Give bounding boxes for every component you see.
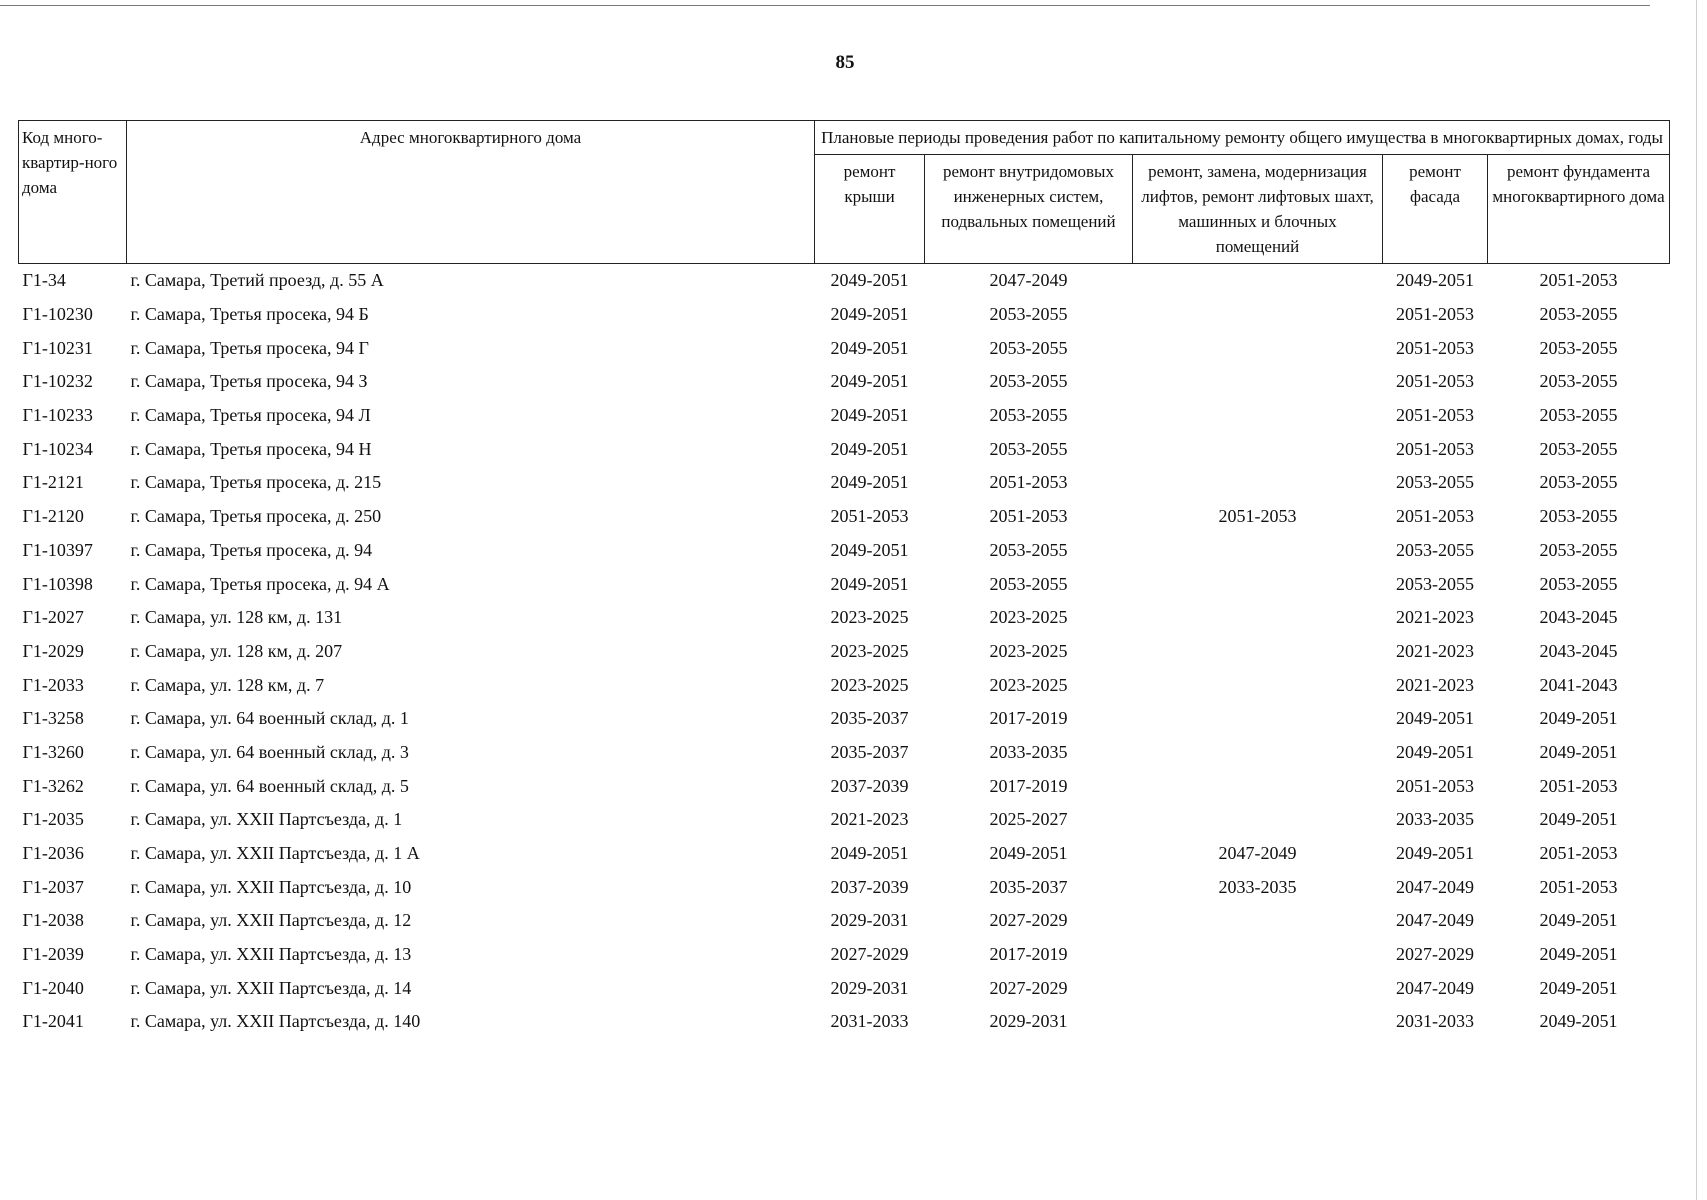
cell-code: Г1-2035 <box>22 809 84 830</box>
cell-foundation: 2053-2055 <box>1539 405 1618 426</box>
cell-lifts <box>1133 904 1383 938</box>
cell-address: г. Самара, ул. XXII Партсъезда, д. 1 <box>130 809 403 830</box>
cell-facade: 2053-2055 <box>1396 573 1474 594</box>
cell-roof: 2027-2029 <box>830 944 909 965</box>
cell-facade: 2047-2049 <box>1396 876 1474 897</box>
cell-address: г. Самара, ул. 128 км, д. 131 <box>130 607 343 628</box>
cell-code: Г1-10398 <box>22 573 93 594</box>
cell-roof: 2037-2039 <box>830 876 909 897</box>
cell-facade: 2033-2035 <box>1396 809 1474 830</box>
cell-roof: 2031-2033 <box>830 1011 909 1032</box>
cell-facade: 2021-2023 <box>1396 607 1474 628</box>
cell-code: Г1-2039 <box>22 944 84 965</box>
cell-code: Г1-2036 <box>22 843 84 864</box>
cell-systems: 2033-2035 <box>989 741 1068 762</box>
cell-code: Г1-2027 <box>22 607 84 628</box>
cell-address: г. Самара, Третья просека, 94 Л <box>130 405 371 426</box>
cell-foundation: 2053-2055 <box>1539 539 1618 560</box>
cell-facade: 2027-2029 <box>1396 944 1474 965</box>
table-row <box>19 702 1670 736</box>
table-row <box>19 264 1670 298</box>
cell-foundation: 2043-2045 <box>1539 607 1618 628</box>
cell-address: г. Самара, ул. XXII Партсъезда, д. 140 <box>130 1011 421 1032</box>
cell-lifts <box>1133 567 1383 601</box>
cell-facade: 2049-2051 <box>1396 708 1474 729</box>
cell-facade: 2049-2051 <box>1396 270 1474 291</box>
cell-address: г. Самара, ул. XXII Партсъезда, д. 10 <box>130 876 412 897</box>
cell-lifts <box>1133 736 1383 770</box>
table-row <box>19 365 1670 399</box>
cell-systems: 2027-2029 <box>989 977 1068 998</box>
table-row <box>19 803 1670 837</box>
table-row <box>19 601 1670 635</box>
cell-facade: 2051-2053 <box>1396 337 1474 358</box>
cell-code: Г1-10233 <box>22 405 93 426</box>
cell-facade: 2021-2023 <box>1396 674 1474 695</box>
cell-code: Г1-2041 <box>22 1011 84 1032</box>
cell-systems: 2035-2037 <box>989 876 1068 897</box>
cell-lifts <box>1133 971 1383 1005</box>
cell-foundation: 2053-2055 <box>1539 371 1618 392</box>
cell-roof: 2023-2025 <box>830 640 909 661</box>
cell-facade: 2049-2051 <box>1396 741 1474 762</box>
table-row <box>19 1005 1670 1039</box>
table-body <box>19 264 1670 1039</box>
cell-address: г. Самара, Третья просека, д. 250 <box>130 506 382 527</box>
cell-foundation: 2053-2055 <box>1539 573 1618 594</box>
cell-systems: 2017-2019 <box>989 775 1068 796</box>
cell-code: Г1-2040 <box>22 977 84 998</box>
header-foundation: ремонт фундамента многоквартирного дома <box>1488 155 1670 264</box>
table-row <box>19 938 1670 972</box>
scan-edge-line <box>1696 0 1697 1200</box>
cell-lifts <box>1133 769 1383 803</box>
cell-facade: 2051-2053 <box>1396 405 1474 426</box>
header-address: Адрес многоквартирного дома <box>127 121 815 264</box>
cell-systems: 2053-2055 <box>989 304 1068 325</box>
cell-foundation: 2041-2043 <box>1539 674 1618 695</box>
cell-address: г. Самара, ул. XXII Партсъезда, д. 12 <box>130 910 412 931</box>
cell-facade: 2021-2023 <box>1396 640 1474 661</box>
cell-lifts <box>1133 399 1383 433</box>
cell-address: г. Самара, ул. 128 км, д. 207 <box>130 640 343 661</box>
cell-foundation: 2051-2053 <box>1539 876 1618 897</box>
cell-foundation: 2043-2045 <box>1539 640 1618 661</box>
cell-address: г. Самара, Третья просека, д. 94 А <box>130 573 390 594</box>
cell-facade: 2051-2053 <box>1396 371 1474 392</box>
table-row <box>19 500 1670 534</box>
cell-systems: 2053-2055 <box>989 438 1068 459</box>
cell-code: Г1-2029 <box>22 640 84 661</box>
cell-roof: 2023-2025 <box>830 674 909 695</box>
cell-lifts <box>1133 432 1383 466</box>
header-facade: ремонт фасада <box>1383 155 1488 264</box>
cell-facade: 2049-2051 <box>1396 843 1474 864</box>
cell-lifts <box>1133 803 1383 837</box>
cell-code: Г1-2121 <box>22 472 84 493</box>
cell-systems: 2053-2055 <box>989 539 1068 560</box>
cell-systems: 2051-2053 <box>989 472 1068 493</box>
cell-foundation: 2051-2053 <box>1539 843 1618 864</box>
capital-repair-table <box>18 120 1670 1039</box>
cell-foundation: 2053-2055 <box>1539 438 1618 459</box>
cell-foundation: 2053-2055 <box>1539 304 1618 325</box>
cell-foundation: 2049-2051 <box>1539 977 1618 998</box>
cell-roof: 2029-2031 <box>830 910 909 931</box>
cell-address: г. Самара, ул. 64 военный склад, д. 5 <box>130 775 409 796</box>
table-row <box>19 736 1670 770</box>
cell-lifts <box>1133 601 1383 635</box>
cell-foundation: 2053-2055 <box>1539 337 1618 358</box>
table-row <box>19 432 1670 466</box>
cell-address: г. Самара, Третий проезд, д. 55 А <box>130 270 384 291</box>
table-row <box>19 769 1670 803</box>
cell-code: Г1-10231 <box>22 337 93 358</box>
cell-facade: 2051-2053 <box>1396 438 1474 459</box>
cell-code: Г1-3262 <box>22 775 84 796</box>
cell-facade: 2053-2055 <box>1396 539 1474 560</box>
cell-systems: 2053-2055 <box>989 573 1068 594</box>
cell-lifts <box>1133 534 1383 568</box>
cell-roof: 2049-2051 <box>830 304 909 325</box>
cell-code: Г1-34 <box>22 270 66 291</box>
table-row <box>19 904 1670 938</box>
cell-address: г. Самара, Третья просека, д. 94 <box>130 539 373 560</box>
cell-systems: 2017-2019 <box>989 944 1068 965</box>
cell-address: г. Самара, ул. 64 военный склад, д. 1 <box>130 708 409 729</box>
header-code: Код много-квартир-ного дома <box>19 121 127 264</box>
cell-facade: 2053-2055 <box>1396 472 1474 493</box>
cell-lifts <box>1133 635 1383 669</box>
cell-code: Г1-10230 <box>22 304 93 325</box>
cell-systems: 2017-2019 <box>989 708 1068 729</box>
page-number: 85 <box>835 52 855 73</box>
table-row <box>19 298 1670 332</box>
cell-foundation: 2049-2051 <box>1539 944 1618 965</box>
top-border-line <box>0 5 1650 6</box>
cell-systems: 2051-2053 <box>989 506 1068 527</box>
cell-roof: 2049-2051 <box>830 472 909 493</box>
cell-lifts <box>1133 365 1383 399</box>
cell-facade: 2051-2053 <box>1396 775 1474 796</box>
cell-facade: 2051-2053 <box>1396 304 1474 325</box>
header-row-top <box>19 121 1670 155</box>
cell-foundation: 2049-2051 <box>1539 741 1618 762</box>
cell-roof: 2035-2037 <box>830 708 909 729</box>
header-roof: ремонт крыши <box>815 155 925 264</box>
cell-systems: 2025-2027 <box>989 809 1068 830</box>
cell-systems: 2029-2031 <box>989 1011 1068 1032</box>
cell-systems: 2023-2025 <box>989 607 1068 628</box>
cell-address: г. Самара, Третья просека, д. 215 <box>130 472 382 493</box>
cell-roof: 2049-2051 <box>830 573 909 594</box>
cell-code: Г1-10234 <box>22 438 93 459</box>
cell-lifts <box>1133 331 1383 365</box>
cell-foundation: 2049-2051 <box>1539 809 1618 830</box>
cell-lifts <box>1133 702 1383 736</box>
cell-roof: 2049-2051 <box>830 539 909 560</box>
cell-systems: 2023-2025 <box>989 640 1068 661</box>
cell-foundation: 2049-2051 <box>1539 1011 1618 1032</box>
cell-roof: 2029-2031 <box>830 977 909 998</box>
cell-code: Г1-2037 <box>22 876 84 897</box>
cell-lifts <box>1133 264 1383 298</box>
cell-foundation: 2051-2053 <box>1539 270 1618 291</box>
cell-roof: 2037-2039 <box>830 775 909 796</box>
cell-roof: 2049-2051 <box>830 270 909 291</box>
cell-code: Г1-2120 <box>22 506 84 527</box>
header-periods: Плановые периоды проведения работ по капитальному ремонту общего имущества в многоквартирных домах, годы <box>815 121 1670 155</box>
cell-lifts: 2051-2053 <box>1218 506 1297 527</box>
cell-code: Г1-10232 <box>22 371 93 392</box>
cell-address: г. Самара, ул. 128 км, д. 7 <box>130 674 325 695</box>
cell-roof: 2021-2023 <box>830 809 909 830</box>
table-row <box>19 635 1670 669</box>
cell-facade: 2031-2033 <box>1396 1011 1474 1032</box>
cell-systems: 2027-2029 <box>989 910 1068 931</box>
cell-roof: 2049-2051 <box>830 438 909 459</box>
cell-lifts: 2047-2049 <box>1218 843 1297 864</box>
cell-lifts <box>1133 668 1383 702</box>
table-row <box>19 837 1670 871</box>
cell-roof: 2049-2051 <box>830 371 909 392</box>
cell-lifts <box>1133 466 1383 500</box>
cell-foundation: 2053-2055 <box>1539 506 1618 527</box>
cell-address: г. Самара, Третья просека, 94 Г <box>130 337 369 358</box>
table-row <box>19 399 1670 433</box>
table-row <box>19 971 1670 1005</box>
cell-systems: 2023-2025 <box>989 674 1068 695</box>
cell-roof: 2051-2053 <box>830 506 909 527</box>
cell-code: Г1-10397 <box>22 539 93 560</box>
cell-roof: 2035-2037 <box>830 741 909 762</box>
table-row <box>19 534 1670 568</box>
cell-address: г. Самара, ул. XXII Партсъезда, д. 14 <box>130 977 412 998</box>
cell-address: г. Самара, Третья просека, 94 Б <box>130 304 369 325</box>
cell-systems: 2047-2049 <box>989 270 1068 291</box>
cell-address: г. Самара, ул. XXII Партсъезда, д. 13 <box>130 944 412 965</box>
table-row <box>19 466 1670 500</box>
cell-roof: 2049-2051 <box>830 405 909 426</box>
cell-lifts <box>1133 298 1383 332</box>
cell-address: г. Самара, Третья просека, 94 З <box>130 371 368 392</box>
cell-code: Г1-2038 <box>22 910 84 931</box>
cell-foundation: 2049-2051 <box>1539 708 1618 729</box>
header-lifts: ремонт, замена, модернизация лифтов, ремонт лифтовых шахт, машинных и блочных помещений <box>1133 155 1383 264</box>
cell-systems: 2053-2055 <box>989 371 1068 392</box>
table-row <box>19 870 1670 904</box>
cell-address: г. Самара, Третья просека, 94 Н <box>130 438 372 459</box>
cell-roof: 2049-2051 <box>830 843 909 864</box>
cell-facade: 2047-2049 <box>1396 910 1474 931</box>
cell-code: Г1-3260 <box>22 741 84 762</box>
cell-foundation: 2051-2053 <box>1539 775 1618 796</box>
cell-facade: 2051-2053 <box>1396 506 1474 527</box>
cell-code: Г1-2033 <box>22 674 84 695</box>
header-systems: ремонт внутридомовых инженерных систем, подвальных помещений <box>925 155 1133 264</box>
cell-roof: 2049-2051 <box>830 337 909 358</box>
cell-lifts <box>1133 1005 1383 1039</box>
cell-systems: 2053-2055 <box>989 337 1068 358</box>
cell-address: г. Самара, ул. XXII Партсъезда, д. 1 А <box>130 843 420 864</box>
cell-facade: 2047-2049 <box>1396 977 1474 998</box>
cell-roof: 2023-2025 <box>830 607 909 628</box>
cell-foundation: 2053-2055 <box>1539 472 1618 493</box>
cell-lifts <box>1133 938 1383 972</box>
cell-code: Г1-3258 <box>22 708 84 729</box>
table-row <box>19 331 1670 365</box>
table-row <box>19 567 1670 601</box>
cell-address: г. Самара, ул. 64 военный склад, д. 3 <box>130 741 409 762</box>
cell-systems: 2049-2051 <box>989 843 1068 864</box>
table-row <box>19 668 1670 702</box>
cell-lifts: 2033-2035 <box>1218 876 1297 897</box>
cell-foundation: 2049-2051 <box>1539 910 1618 931</box>
cell-systems: 2053-2055 <box>989 405 1068 426</box>
